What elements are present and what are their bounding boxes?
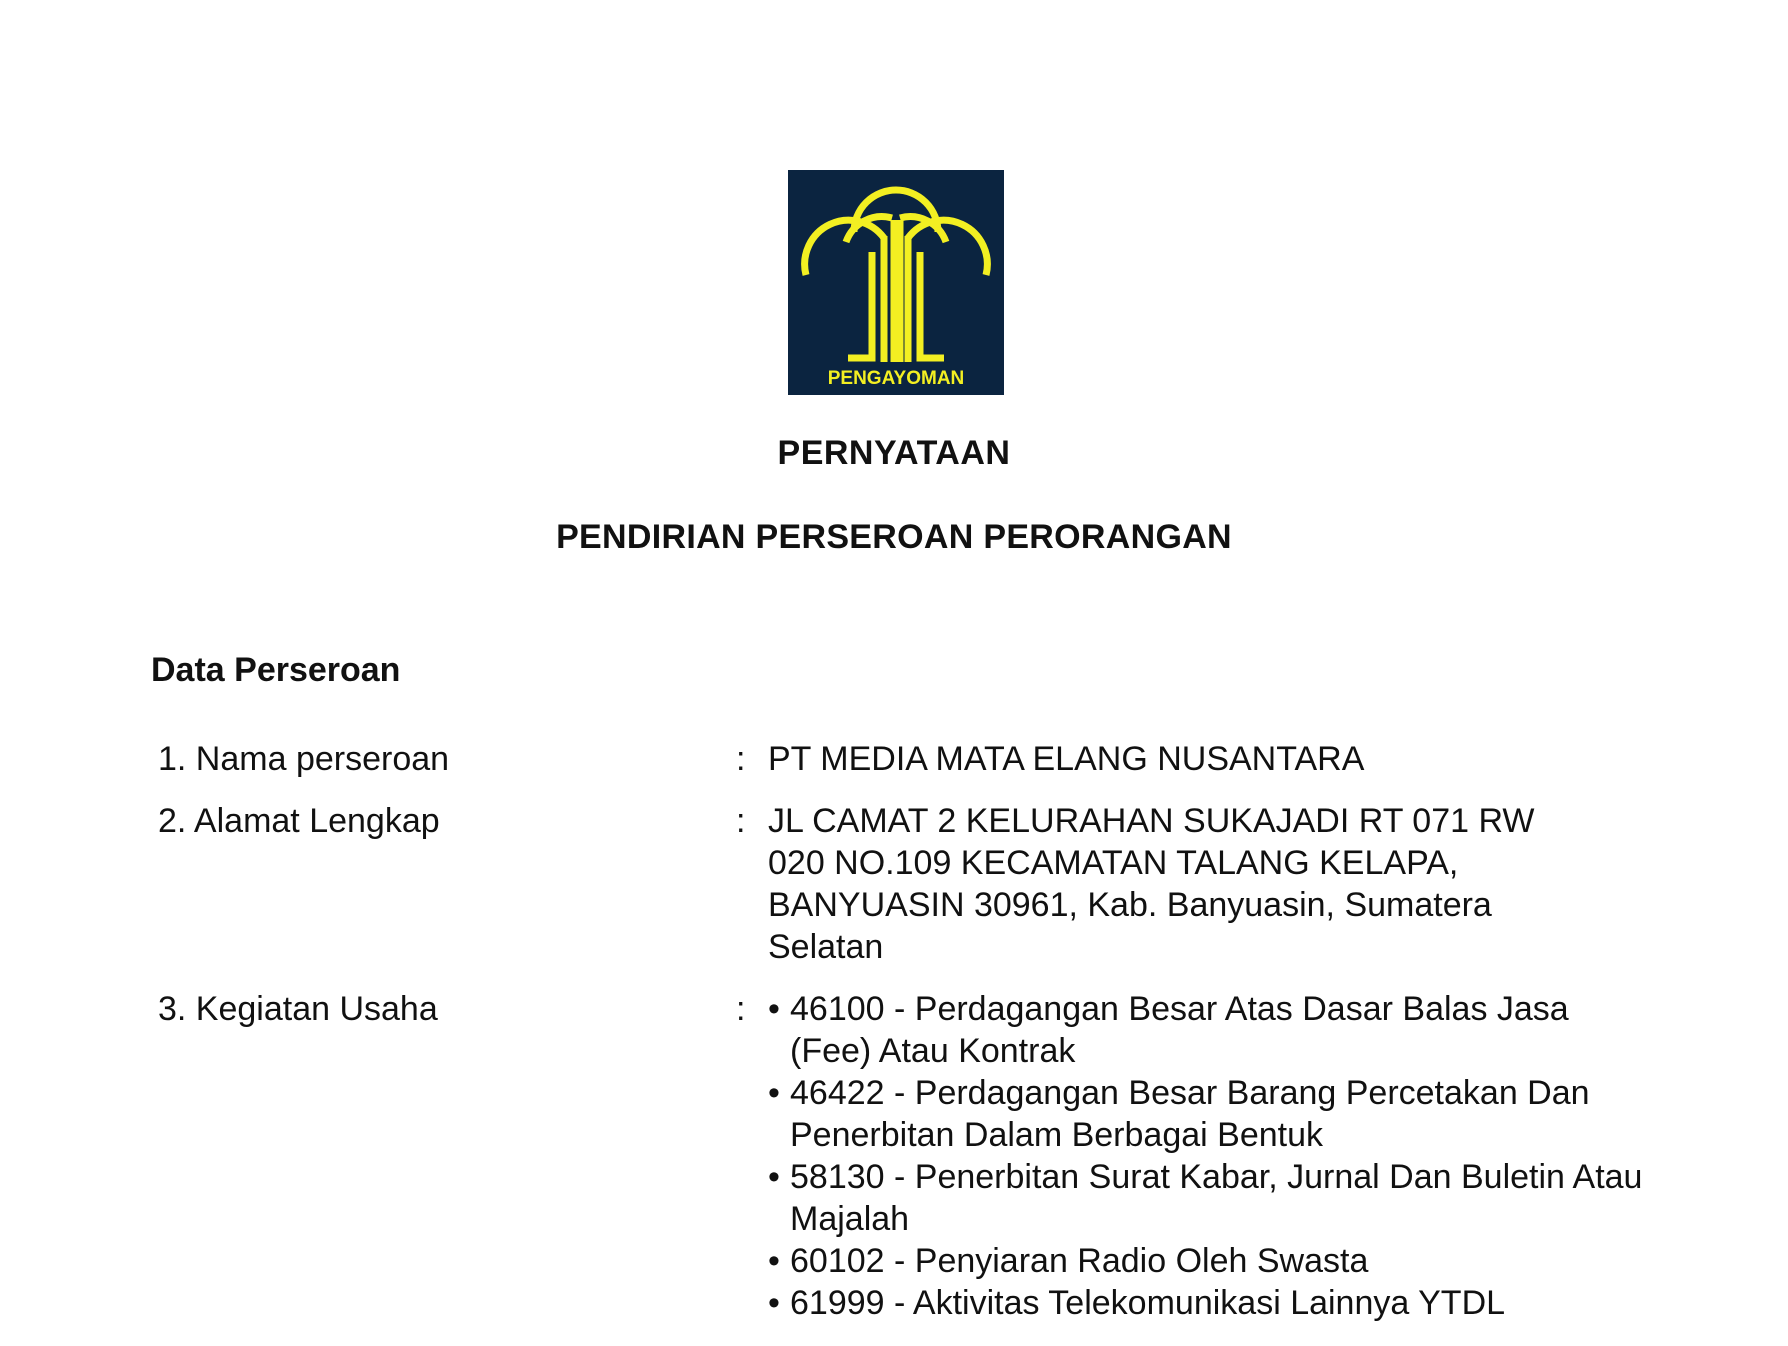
field-label-nama: 1. Nama perseroan	[158, 740, 450, 778]
document-title: PERNYATAAN	[777, 434, 1011, 472]
list-item	[768, 988, 1648, 1072]
field-label-alamat: 2. Alamat Lengkap	[158, 802, 440, 840]
list-item	[768, 1240, 1648, 1282]
list-item	[768, 1282, 1648, 1324]
bullet-icon: •	[768, 990, 780, 1028]
field-value-nama: PT MEDIA MATA ELANG NUSANTARA	[768, 740, 1365, 778]
field-colon-alamat: :	[736, 802, 746, 840]
logo-text: PENGAYOMAN	[827, 368, 965, 389]
list-item	[768, 1072, 1648, 1156]
bullet-icon: •	[768, 1242, 780, 1280]
bullet-icon: •	[768, 1284, 780, 1322]
bullet-icon: •	[768, 1158, 780, 1196]
pengayoman-emblem-icon	[788, 170, 1004, 395]
kegiatan-item-text: 58130 - Penerbitan Surat Kabar, Jurnal Dan Buletin Atau Majalah	[790, 1158, 1643, 1238]
field-colon-kegiatan: :	[736, 990, 746, 1028]
field-value-alamat: JL CAMAT 2 KELURAHAN SUKAJADI RT 071 RW 020 NO.109 KECAMATAN TALANG KELAPA, BANYUASIN 30961, Kab. Banyuasin, Sumatera Selatan	[768, 802, 1535, 966]
pengayoman-logo	[788, 170, 1004, 395]
document-subtitle: PENDIRIAN PERSEROAN PERORANGAN	[556, 518, 1232, 556]
kegiatan-item-text: 61999 - Aktivitas Telekomunikasi Lainnya YTDL	[790, 1284, 1506, 1322]
bullet-icon: •	[768, 1074, 780, 1112]
list-item	[768, 1156, 1648, 1240]
field-colon-nama: :	[736, 740, 746, 778]
field-label-kegiatan: 3. Kegiatan Usaha	[158, 990, 438, 1028]
kegiatan-item-text: 60102 - Penyiaran Radio Oleh Swasta	[790, 1242, 1369, 1280]
kegiatan-item-text: 46422 - Perdagangan Besar Barang Percetakan Dan Penerbitan Dalam Berbagai Bentuk	[790, 1074, 1590, 1154]
section-heading: Data Perseroan	[151, 651, 401, 689]
kegiatan-usaha-list	[768, 988, 1648, 1324]
kegiatan-item-text: 46100 - Perdagangan Besar Atas Dasar Balas Jasa (Fee) Atau Kontrak	[790, 990, 1569, 1070]
